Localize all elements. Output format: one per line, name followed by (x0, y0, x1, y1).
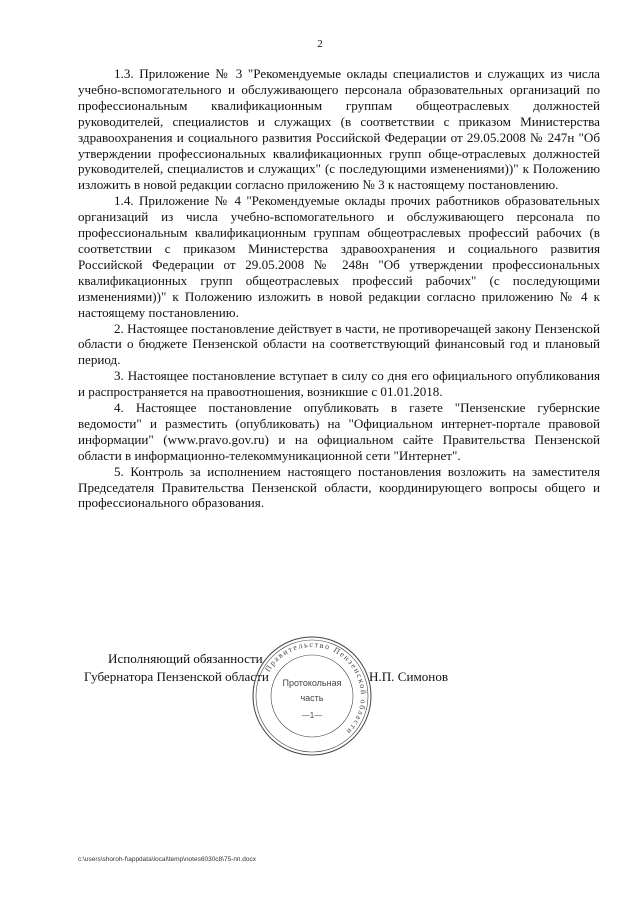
stamp-ring-text: Правительство Пензенской области (263, 639, 369, 738)
paragraph-1-3: 1.3. Приложение № 3 "Рекомендуемые оклады специалистов и служащих из числа учебно-вспомогательного и обслуживающего персонала образовательных организаций по профессиональным квалификационным группам общеотраслевых должностей руководителей, специалистов и служащих (в соответствии с приказом Министерства здравоохранения и социального развития Российской Федерации от 29.05.2008 № 247н "Об утверждении профессиональных квалификационных групп обще-отраслевых должностей руководителей, специалистов и служащих" (с последующими изменениями))" к Положению изложить в новой редакции согласно приложению № 3 к настоящему постановлению. (78, 66, 600, 193)
signatory-title-line2: Губернатора Пензенской области (84, 669, 269, 684)
footer-file-path: c:\users\shoroh-f\appdata\local\temp\notes6030c8\75-пп.docx (78, 856, 256, 863)
stamp-line2: часть (300, 693, 324, 703)
stamp-number: —1— (301, 711, 323, 720)
official-stamp (250, 634, 374, 758)
stamp-line1: Протокольная (282, 678, 342, 688)
paragraph-3: 3. Настоящее постановление вступает в силу со дня его официального опубликования и распространяется на правоотношения, возникшие с 01.01.2018. (78, 368, 600, 400)
signatory-title-line1: Исполняющий обязанности (108, 651, 263, 666)
paragraph-1-4: 1.4. Приложение № 4 "Рекомендуемые оклады прочих работников образовательных организаций из числа учебно-вспомогательного и обслуживающего персонала по профессиональным квалификационным группам общеотраслевых профессий рабочих (в соответствии с приказом Министерства здравоохранения и социального развития Российской Федерации от 29.05.2008 № 248н "Об утверждении профессиональных квалификационных групп общеотраслевых профессий рабочих" (с последующими изменениями))" к Положению изложить в новой редакции согласно приложению № 4 к настоящему постановлению. (78, 193, 600, 320)
paragraph-4: 4. Настоящее постановление опубликовать в газете "Пензенские губернские ведомости" и разместить (опубликовать) на "Официальном интернет-портале правовой информации" (www.pravo.gov.ru) и на официальном сайте Правительства Пензенской области в информационно-телекоммуникационной сети "Интернет". (78, 400, 600, 463)
document-body (78, 66, 600, 511)
signatory-name: Н.П. Симонов (369, 669, 449, 684)
paragraph-5: 5. Контроль за исполнением настоящего постановления возложить на заместителя Председателя Правительства Пензенской области, координирующего вопросы общего и профессионального образования. (78, 463, 600, 511)
page-number: 2 (317, 38, 323, 50)
paragraph-2: 2. Настоящее постановление действует в части, не противоречащей закону Пензенской области о бюджете Пензенской области на соответствующий финансовый год и плановый период. (78, 320, 600, 368)
